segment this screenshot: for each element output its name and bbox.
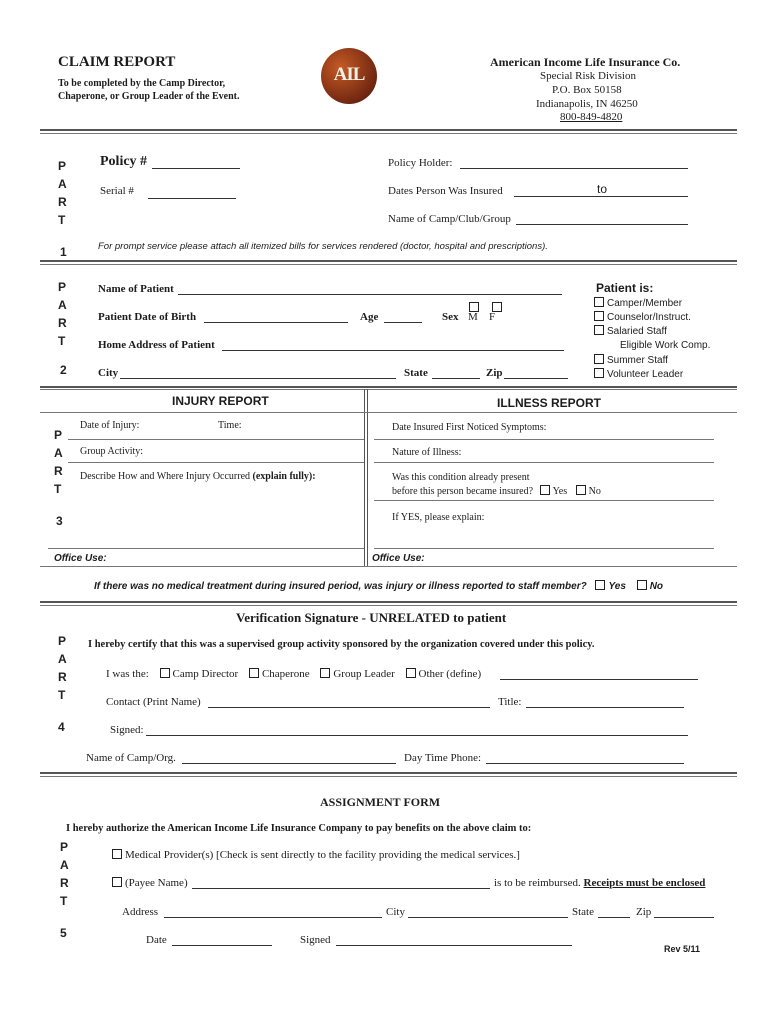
divider [40,260,737,262]
policy-number-field[interactable] [152,168,240,169]
volunteer-leader-checkbox[interactable] [594,368,604,378]
divider [40,129,737,131]
part-letter: R [58,195,67,209]
camp-name-label: Name of Camp/Club/Group [388,213,511,225]
divider [40,566,737,567]
part-letter: A [58,177,67,191]
preexisting-yes-checkbox[interactable] [540,485,550,495]
company-po-box: P.O. Box 50158 [552,84,622,96]
part-letter: T [58,334,66,348]
part-letter: T [58,688,66,702]
zip-field-5[interactable] [654,917,714,918]
part-letter: P [60,840,69,854]
title-label: Title: [498,696,522,708]
certify-statement: I hereby certify that this was a supervised group activity sponsored by the organization covered under this policy. [88,639,595,650]
age-label: Age [360,311,379,323]
preexisting-line1: Was this condition already present [392,472,530,483]
age-field[interactable] [384,322,422,323]
part-label-3 [54,426,63,498]
part-letter: R [54,464,63,478]
summer-staff-checkbox[interactable] [594,354,604,364]
part-letter: P [58,280,67,294]
patient-name-label: Name of Patient [98,283,174,295]
date-field[interactable] [172,945,272,946]
address-field[interactable] [164,917,382,918]
part-number-2: 2 [60,363,67,377]
divider [40,772,737,774]
part-letter: A [54,446,63,460]
first-symptoms-label: Date Insured First Noticed Symptoms: [392,422,547,433]
title-field[interactable] [526,707,684,708]
part-letter: R [58,670,67,684]
divider [40,133,737,134]
divider [40,264,737,265]
signed-field-5[interactable] [336,945,572,946]
serial-number-label: Serial # [100,185,134,197]
sex-f-label: F [489,311,496,323]
camp-name-field[interactable] [516,224,688,225]
authorize-statement: I hereby authorize the American Income Life Insurance Company to pay benefits on the above claim to: [66,823,532,834]
dob-label: Patient Date of Birth [98,311,197,323]
part-number-1: 1 [60,245,67,259]
illness-report-title: ILLNESS REPORT [497,396,602,410]
payee-option[interactable]: (Payee Name) [112,877,188,889]
contact-name-field[interactable] [208,707,490,708]
if-yes-label: If YES, please explain: [392,512,485,523]
serial-number-field[interactable] [148,198,236,199]
zip-field[interactable] [504,378,568,379]
assignment-form-title: ASSIGNMENT FORM [320,795,441,809]
chaperone-checkbox[interactable] [249,668,259,678]
nature-of-illness-label: Nature of Illness: [392,447,462,458]
reimbursed-label: is to be reimbursed. Receipts must be enclosed [494,877,706,889]
group-activity-field[interactable] [68,462,364,463]
part-letter: T [60,894,68,908]
describe-injury-field[interactable] [48,548,364,549]
verification-title: Verification Signature - UNRELATED to patient [236,610,507,625]
preexisting-question: before this person became insured? Yes No [392,486,601,497]
salaried-staff-checkbox[interactable] [594,325,604,335]
day-phone-label: Day Time Phone: [404,752,482,764]
patient-option[interactable]: Summer Staff [594,354,668,366]
policy-holder-label: Policy Holder: [388,157,453,169]
group-activity-label: Group Activity: [80,446,144,457]
camp-org-field[interactable] [182,763,396,764]
first-symptoms-field[interactable] [374,439,714,440]
divider [40,386,737,388]
city-field-5[interactable] [408,917,568,918]
form-title: CLAIM REPORT [58,54,176,70]
medical-provider-option[interactable]: Medical Provider(s) [Check is sent directly to the facility providing the medical services.] [112,849,520,861]
part-letter: R [58,316,67,330]
sex-m-label: M [468,311,478,323]
treatment-no-checkbox[interactable] [637,580,647,590]
part-label-2 [58,278,67,350]
form-subtitle-line2: Chaperone, or Group Leader of the Event. [58,91,240,102]
divider [40,776,737,777]
address-label: Address [122,906,159,918]
company-phone: 800-849-4820 [560,111,623,123]
part-letter: P [54,428,63,442]
if-yes-field[interactable] [374,548,714,549]
patient-is-label: Patient is: [596,281,654,295]
office-use-illness: Office Use: [372,553,425,564]
part-letter: P [58,634,67,648]
sex-label: Sex [442,311,459,323]
company-name: American Income Life Insurance Co. [490,55,681,69]
state-field-5[interactable] [598,917,630,918]
part-letter: P [58,159,67,173]
policy-number-label: Policy # [100,154,148,169]
dates-insured-field[interactable] [514,196,688,197]
city-label: City [98,367,119,379]
medical-provider-checkbox[interactable] [112,849,122,859]
eligible-work-comp-note: Eligible Work Comp. [620,340,711,351]
dates-to-label: to [597,182,608,196]
treatment-question: If there was no medical treatment during insured period, was injury or illness reported to staff member? Yes No [94,581,664,592]
company-city: Indianapolis, IN 46250 [536,98,638,110]
company-division: Special Risk Division [540,70,636,82]
revision-label: Rev 5/11 [664,944,701,954]
nature-of-illness-field[interactable] [374,462,714,463]
payee-checkbox[interactable] [112,877,122,887]
preexisting-no-checkbox[interactable] [576,485,586,495]
office-use-injury: Office Use: [54,553,107,564]
counselor-checkbox[interactable] [594,311,604,321]
part-letter: A [60,858,69,872]
contact-name-label: Contact (Print Name) [106,696,201,708]
camp-org-label: Name of Camp/Org. [86,752,176,764]
payee-name-field[interactable] [192,888,490,889]
signed-label: Signed: [110,724,144,736]
signed-field[interactable] [146,735,688,736]
policy-holder-field[interactable] [460,168,688,169]
itemized-bills-note: For prompt service please attach all itemized bills for services rendered (doctor, hospital and prescriptions). [98,241,548,252]
patient-option[interactable]: Salaried Staff [594,325,667,337]
describe-injury-label: Describe How and Where Injury Occurred (explain fully): [80,471,316,482]
dob-field[interactable] [204,322,348,323]
signed-label-5: Signed [300,934,331,946]
group-leader-checkbox[interactable] [320,668,330,678]
time-label: Time: [218,420,242,431]
logo-text: AIL [333,64,365,85]
home-address-label: Home Address of Patient [98,339,215,351]
divider [40,389,737,390]
date-label: Date [146,934,167,946]
column-divider [367,389,368,566]
part-letter: A [58,652,67,666]
form-subtitle-line1: To be completed by the Camp Director, [58,78,226,89]
patient-option[interactable]: Counselor/Instruct. [594,311,691,323]
other-checkbox[interactable] [406,668,416,678]
date-of-injury-label: Date of Injury: [80,420,140,431]
part-label-1 [58,157,67,229]
part-letter: R [60,876,69,890]
part-letter: T [54,482,62,496]
camper-checkbox[interactable] [594,297,604,307]
city-field[interactable] [120,378,396,379]
column-divider [364,389,365,566]
dates-insured-label: Dates Person Was Insured [388,185,503,197]
city-label-5: City [386,906,405,918]
home-address-field[interactable] [222,350,564,351]
part-letter: A [58,298,67,312]
part-label-4 [58,632,67,704]
role-selection: I was the: Camp Director Chaperone Group Leader Other (define) [106,668,482,680]
state-label-5: State [572,906,594,918]
state-field[interactable] [432,378,480,379]
divider [374,500,714,501]
patient-option[interactable]: Volunteer Leader [594,368,683,380]
date-time-field[interactable] [68,439,364,440]
part-label-5 [60,838,69,910]
divider [40,412,737,413]
part-number-3: 3 [56,514,63,528]
part-letter: T [58,213,66,227]
other-define-field[interactable] [500,679,698,680]
zip-label-5: Zip [636,906,652,918]
divider [40,605,737,606]
zip-label: Zip [486,367,503,379]
part-number-4: 4 [58,720,65,734]
injury-report-title: INJURY REPORT [172,394,269,408]
company-logo [321,48,377,104]
part-number-5: 5 [60,926,67,940]
state-label: State [404,367,428,379]
patient-option[interactable]: Camper/Member [594,297,682,309]
day-phone-field[interactable] [486,763,684,764]
patient-name-field[interactable] [178,294,562,295]
divider [40,601,737,603]
treatment-yes-checkbox[interactable] [595,580,605,590]
camp-director-checkbox[interactable] [160,668,170,678]
